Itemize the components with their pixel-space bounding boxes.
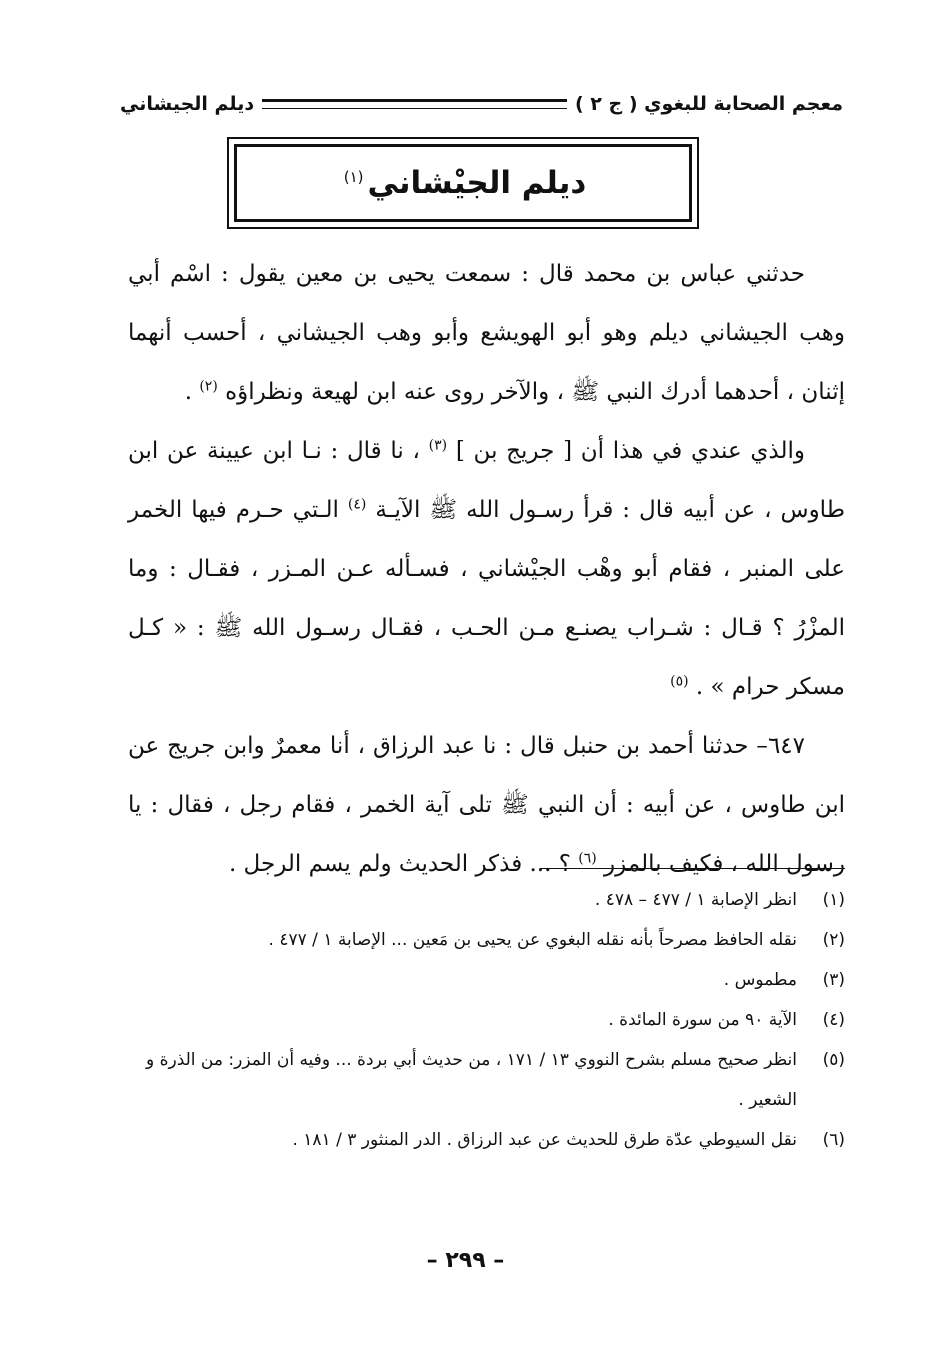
footnote-text: الآية ٩٠ من سورة المائدة . <box>608 1010 797 1030</box>
entry-title <box>340 165 587 201</box>
title-box-inner <box>234 144 692 222</box>
footnote-number: (٤) <box>822 1010 845 1030</box>
paragraph-2-b: ، نا قال : نـا ابن عيينة عن ابن طاوس ، عن أبيه قال : قرأ رسـول الله ﷺ الآيـة <box>128 438 846 523</box>
footnote-separator <box>540 868 845 869</box>
footnote <box>128 920 845 960</box>
footnote-number: (١) <box>822 890 845 910</box>
paragraph-1 <box>128 245 845 422</box>
footnote-text: مطموس . <box>723 970 797 990</box>
paragraph-2 <box>128 422 845 717</box>
footnote <box>128 960 845 1000</box>
footnote-ref-2: (٢) <box>199 378 218 395</box>
running-header <box>120 88 843 120</box>
page-number: – ٢٩٩ – <box>426 1248 505 1273</box>
footnote-ref-1: (١) <box>343 167 364 186</box>
footnote <box>128 1120 845 1160</box>
footnote-text: نقله الحافظ مصرحاً بأنه نقله البغوي عن يحيى بن مَعين ... الإصابة ١ / ٤٧٧ . <box>268 930 797 950</box>
paragraph-2-a: والذي عندي في هذا أن [ جريج بن ] <box>455 438 806 464</box>
footnote-number: (٦) <box>822 1130 845 1150</box>
footnote <box>128 880 845 920</box>
footnote-text: انظر صحيح مسلم بشرح النووي ١٣ / ١٧١ ، من حديث أبي بردة ... وفيه أن المزر: من الذرة و الشعير . <box>145 1050 797 1110</box>
header-rule <box>262 99 567 109</box>
book-title: معجم الصحابة للبغوي ( ج ٢ ) <box>574 93 843 115</box>
footnote-ref-3: (٣) <box>428 437 448 454</box>
footnote-ref-6: (٦) <box>578 850 597 867</box>
footnote-text: نقل السيوطي عدّة طرق للحديث عن عبد الرزاق . الدر المنثور ٣ / ١٨١ . <box>292 1130 797 1150</box>
footnote-number: (٥) <box>822 1050 845 1070</box>
title-box <box>227 137 699 229</box>
chapter-title: ديلم الجيشاني <box>120 93 255 115</box>
footnote-text: انظر الإصابة ١ / ٤٧٧ – ٤٧٨ . <box>594 890 797 910</box>
footnote <box>128 1040 845 1120</box>
footnote-ref-4: (٤) <box>347 496 367 513</box>
footnote-number: (٣) <box>822 970 845 990</box>
paragraph-3-a: ٦٤٧– حدثنا أحمد بن حنبل قال : نا عبد الرزاق ، أنا معمرٌ وابن جريج عن ابن طاوس ، عن أبيه : أن النبي ﷺ تلى آية الخمر ، فقام رجل ، فقال : يا رسول الله ، فكيف بالمزر <box>128 733 846 877</box>
footnotes <box>128 880 845 1160</box>
body-text <box>128 245 845 894</box>
entry-title-text: ديلم الجيْشاني <box>367 165 587 201</box>
paragraph-3-b: ؟ ... فذكر الحديث ولم يسم الرجل . <box>228 851 579 877</box>
paragraph-2-c: الـتي حـرم فيها الخمر على المنبر ، فقام أبو وهْب الجيْشاني ، فسـأله عـن المـزر ، فقـال : وما المزْرُ ؟ قـال : شـراب يصنـع مـن الحـب ، فقـال رسـول الله ﷺ : « كـل مسكر حرام » . <box>128 497 845 700</box>
footnote <box>128 1000 845 1040</box>
footnote-number: (٢) <box>822 930 845 950</box>
footnote-ref-5: (٥) <box>670 673 689 690</box>
paragraph-1-end: . <box>184 379 200 405</box>
paragraph-1-text: حدثني عباس بن محمد قال : سمعت يحيى بن معين يقول : اسْم أبي وهب الجيشاني ديلم وهو أبو الهويشع وأبو وهب الجيشاني ، أحسب أنهما إثنان ، أحدهما أدرك النبي ﷺ ، والآخر روى عنه ابن لهيعة ونظراؤه <box>128 261 845 405</box>
